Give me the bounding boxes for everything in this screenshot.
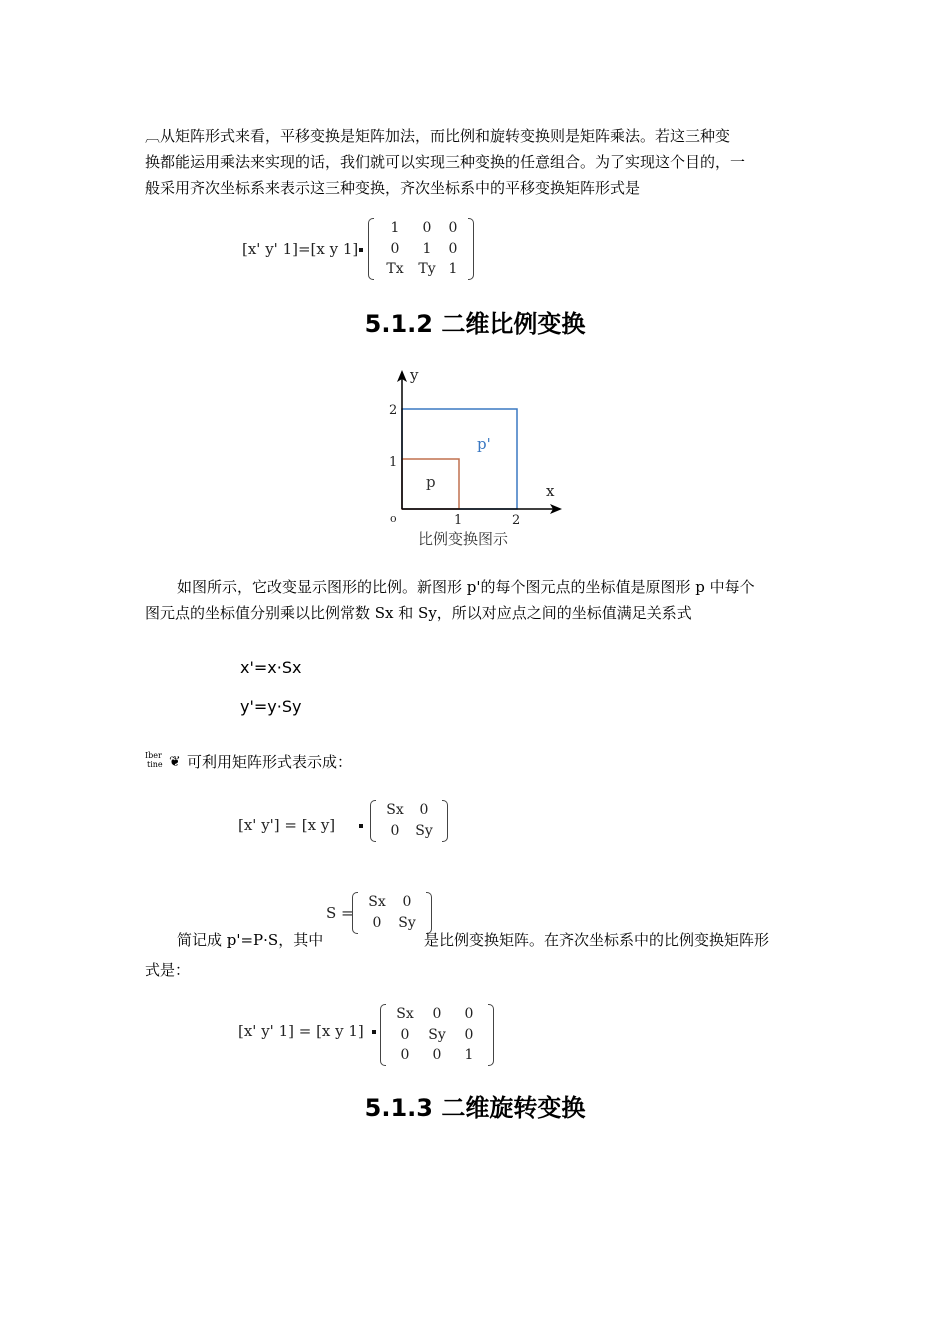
brief-line-2: 式是： (145, 961, 191, 979)
translation-matrix-cells: 1 0 0 0 1 0 Tx Ty 1 (386, 220, 458, 278)
scale-matrix (370, 800, 448, 842)
intro-line-2: 换都能运用乘法来实现的话，我们就可以实现三种变换的任意组合。为了实现这个目的，一 (145, 153, 746, 171)
para2-line-1: 如图所示，它改变显示图形的比例。新图形 p'的每个图元点的坐标值是原图形 p 中每个 (177, 578, 755, 596)
homog-matrix-cells: Sx 0 0 0 Sy 0 0 0 1 (396, 1006, 474, 1064)
heading-5-1-3: 5.1.3 二维旋转变换 (364, 1094, 586, 1122)
intro-mark: ︹ (145, 127, 161, 145)
tick-y-1: 1 (389, 455, 398, 470)
origin-label: o (390, 512, 397, 525)
s-label: S = (326, 904, 354, 922)
translation-matrix (368, 218, 474, 280)
intro-paragraph (145, 123, 825, 201)
paragraph-2 (145, 574, 825, 626)
right-bracket (488, 1004, 494, 1066)
tick-x-2: 2 (512, 513, 521, 528)
tick-x-1: 1 (454, 513, 463, 528)
x-axis-label: x (546, 482, 555, 500)
mark-top: Iber (145, 751, 162, 760)
y-axis-label: y (410, 366, 419, 384)
intro-line-1: ︹从矩阵形式来看，平移变换是矩阵加法，而比例和旋转变换则是矩阵乘法。若这三种变 (145, 127, 731, 145)
decorative-glyph: ❦ (169, 754, 181, 770)
right-bracket (468, 218, 474, 280)
tick-y-2: 2 (389, 403, 398, 418)
translation-eq-lhs: [x' y' 1]=[x y 1] (242, 240, 359, 258)
para2-line-2: 图元点的坐标值分别乘以比例常数 Sx 和 Sy，所以对应点之间的坐标值满足关系式 (145, 604, 692, 622)
scale-figure (370, 360, 580, 555)
multiply-dot (359, 248, 363, 252)
intro-line-3: 般采用齐次坐标系来表示这三种变换，齐次坐标系中的平移变换矩阵形式是 (145, 179, 641, 197)
homog-eq-lhs: [x' y' 1] = [x y 1] (238, 1022, 364, 1040)
right-bracket (442, 800, 448, 842)
brief-before: 简记成 p'=P·S，其中 (177, 931, 324, 949)
multiply-dot (359, 824, 363, 828)
s-matrix-cells: Sx 0 0 Sy (368, 894, 416, 931)
homog-matrix (380, 1004, 494, 1066)
scale-eq-lhs: [x' y'] = [x y] (238, 816, 336, 834)
s-matrix (352, 892, 432, 934)
formula-y: y'=y·Sy (240, 697, 302, 716)
brief-after: 是比例变换矩阵。在齐次坐标系中的比例变换矩阵形 (424, 931, 770, 949)
formula-x: x'=x·Sx (240, 658, 302, 677)
p-label: p (426, 473, 436, 491)
matrix-intro-text: 可利用矩阵形式表示成： (187, 753, 353, 771)
mark-bottom: tine (147, 760, 163, 769)
scale-matrix-cells: Sx 0 0 Sy (386, 802, 433, 839)
figure-caption: 比例变换图示 (418, 530, 509, 548)
p-prime-label: p' (477, 435, 491, 453)
heading-5-1-2: 5.1.2 二维比例变换 (364, 310, 586, 338)
multiply-dot (372, 1030, 376, 1034)
